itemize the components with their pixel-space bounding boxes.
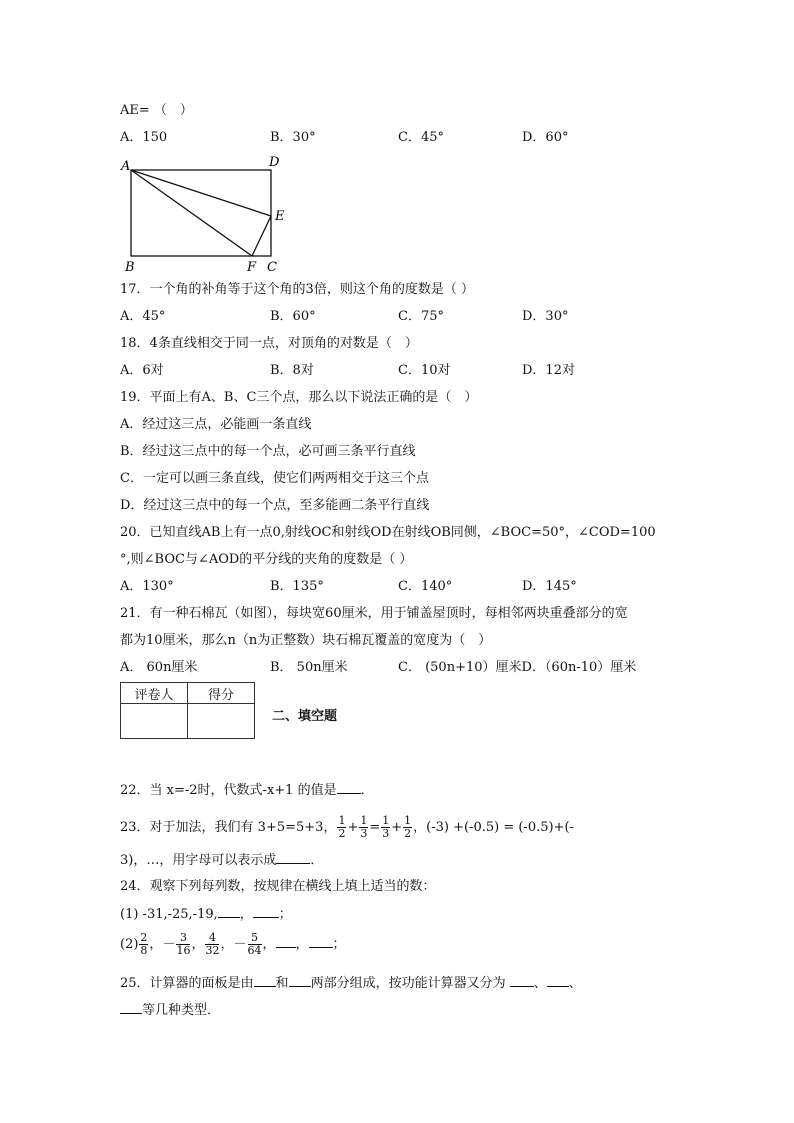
- q23-plus-1: +: [347, 820, 359, 835]
- q24-part1-blank-2[interactable]: [253, 905, 279, 918]
- q18-option-d: D．12对: [522, 363, 575, 378]
- label-f: F: [247, 260, 257, 275]
- q20-option-d: D．145°: [522, 579, 577, 594]
- q20-option-b: B．135°: [270, 579, 324, 594]
- q25-text-f: 等几种类型．: [142, 1003, 221, 1018]
- q16-option-d: D．60°: [522, 130, 569, 145]
- q23-frac-3: $\frac{1}{3}$: [382, 814, 390, 840]
- q20-option-c: C．140°: [398, 579, 453, 594]
- label-b: B: [125, 260, 135, 275]
- label-c: C: [267, 260, 277, 275]
- q25-text-e: 、: [568, 976, 582, 991]
- q19-option-a: A．经过这三点，必能画一条直线: [120, 417, 312, 432]
- q23-frac-2: $\frac{1}{3}$: [360, 814, 368, 840]
- q25-line1: [120, 974, 582, 993]
- q21-option-a: A． 60n厘米: [120, 660, 198, 675]
- q16-option-b: B．30°: [270, 130, 316, 145]
- q20-option-a: A．130°: [120, 579, 174, 594]
- q24-part1-end: ；: [278, 907, 292, 922]
- q25-text-a: 25．计算器的面板是由: [120, 976, 254, 991]
- q23-suffix: ，(-3) +(-0.5) = (-0.5)+(-: [413, 820, 574, 835]
- q24-frac-4: $\frac{5}{64}$: [247, 931, 262, 957]
- q23-line2-end: ．: [310, 853, 324, 868]
- q24-part2-blank-2[interactable]: [309, 935, 333, 948]
- q24-part1-separator: ，: [239, 907, 253, 922]
- q24-stem: 24．观察下列每列数，按规律在横线上填上适当的数：: [120, 879, 436, 894]
- label-d: D: [269, 155, 280, 170]
- q18-stem: 18．4条直线相交于同一点，对顶角的对数是（ ）: [120, 336, 418, 351]
- q25-blank-3[interactable]: [510, 974, 534, 987]
- q21-option-b: B． 50n厘米: [270, 660, 348, 675]
- q16-stem-tail: AE= （ ）: [120, 103, 193, 118]
- q24-sign-4: －: [233, 937, 247, 952]
- q25-text-d: 、: [533, 976, 547, 991]
- q19-option-c: C．一定可以画三条直线，使它们两两相交于这三个点: [120, 471, 429, 486]
- q19-option-b: B．经过这三点中的每一个点，必可画三条平行直线: [120, 444, 416, 459]
- q22: [120, 781, 374, 800]
- q23-plus-2: +: [391, 820, 403, 835]
- q25-blank-1[interactable]: [254, 974, 276, 987]
- score-table-reviewer-header: 评卷人: [121, 683, 188, 704]
- q23-line2: [120, 851, 323, 870]
- q24-part1-blank-1[interactable]: [218, 905, 240, 918]
- q16-option-c: C．45°: [398, 130, 444, 145]
- q20-stem-line1: 20．已知直线AB上有一点0,射线OC和射线OD在射线OB同侧，∠BOC=50°，∠COD=100: [120, 525, 656, 540]
- q24-part1: [120, 905, 292, 924]
- q25-text-b: 和: [275, 976, 289, 991]
- q22-end: ．: [360, 783, 374, 798]
- q16-rectangle-figure: [115, 150, 305, 275]
- q25-text-c: 两部分组成，按功能计算器又分为: [310, 976, 506, 991]
- score-table-score-header: 得分: [188, 683, 255, 704]
- q24-part2-end: ；: [332, 937, 346, 952]
- q25-blank-5[interactable]: [120, 1001, 142, 1014]
- q17-option-b: B．60°: [270, 309, 316, 324]
- q17-stem: 17．一个角的补角等于这个角的3倍，则这个角的度数是（ ）: [120, 282, 474, 297]
- q24-part2-blank-1[interactable]: [276, 935, 296, 948]
- q24-part2-label: (2): [120, 937, 139, 952]
- q18-option-a: A．6对: [120, 363, 164, 378]
- q18-option-c: C．10对: [398, 363, 451, 378]
- q21-stem-line2: 都为10厘米，那么n（n为正整数）块石棉瓦覆盖的宽度为（ ）: [120, 633, 492, 648]
- q23-frac-1: $\frac{1}{2}$: [338, 814, 346, 840]
- q17-option-a: A．45°: [120, 309, 166, 324]
- q21-option-cd: C． (50n+10）厘米D．（60n-10）厘米: [398, 660, 637, 675]
- q20-stem-line2: °,则∠BOC与∠AOD的平分线的夹角的度数是（ ）: [120, 552, 413, 567]
- q23-line2-text: 3)，…，用字母可以表示成: [120, 853, 277, 868]
- score-table-reviewer-cell[interactable]: [121, 704, 188, 739]
- section-title: 二、填空题: [272, 709, 338, 724]
- q24-frac-3: $\frac{4}{32}$: [205, 931, 220, 957]
- q17-option-c: C．75°: [398, 309, 444, 324]
- q24-part2: (2) $\frac{2}{8}$ ，－ $\frac{3}{16}$ ， $\frac{4}{32}$ ，－ $\frac{5}{64}$ ， ， ；: [120, 931, 346, 957]
- q24-frac-2: $\frac{3}{16}$: [176, 931, 191, 957]
- q17-option-d: D．30°: [522, 309, 569, 324]
- q23-line1: [120, 815, 574, 841]
- q23-blank[interactable]: [276, 851, 310, 864]
- q25-blank-2[interactable]: [289, 974, 311, 987]
- q24-sign-2: －: [162, 937, 176, 952]
- q24-frac-1: $\frac{2}{8}$: [140, 931, 148, 957]
- score-table-score-cell[interactable]: [188, 704, 255, 739]
- q21-stem-line1: 21．有一种石棉瓦（如图），每块宽60厘米，用于铺盖屋顶时，每相邻两块重叠部分的宽: [120, 606, 628, 621]
- q23-frac-4: $\frac{1}{2}$: [404, 814, 412, 840]
- q18-option-b: B．8对: [270, 363, 314, 378]
- q16-option-a: A．150: [120, 130, 168, 145]
- q22-blank[interactable]: [337, 781, 361, 794]
- q19-option-d: D．经过这三点中的每一个点，至多能画二条平行直线: [120, 498, 430, 513]
- q24-part1-sequence: (1) -31,-25,-19,: [120, 907, 218, 922]
- q22-text: 22．当 x=-2时，代数式-x+1 的值是: [120, 783, 337, 798]
- q25-blank-4[interactable]: [547, 974, 569, 987]
- label-a: A: [121, 159, 131, 174]
- q23-equals: =: [369, 820, 381, 835]
- score-table: [120, 682, 255, 739]
- q19-stem: 19．平面上有A、B、C三个点，那么以下说法正确的是（ ）: [120, 390, 478, 405]
- q25-line2: [120, 1001, 220, 1020]
- label-e: E: [275, 209, 285, 224]
- q23-prefix: 23．对于加法，我们有 3+5=5+3，: [120, 820, 337, 835]
